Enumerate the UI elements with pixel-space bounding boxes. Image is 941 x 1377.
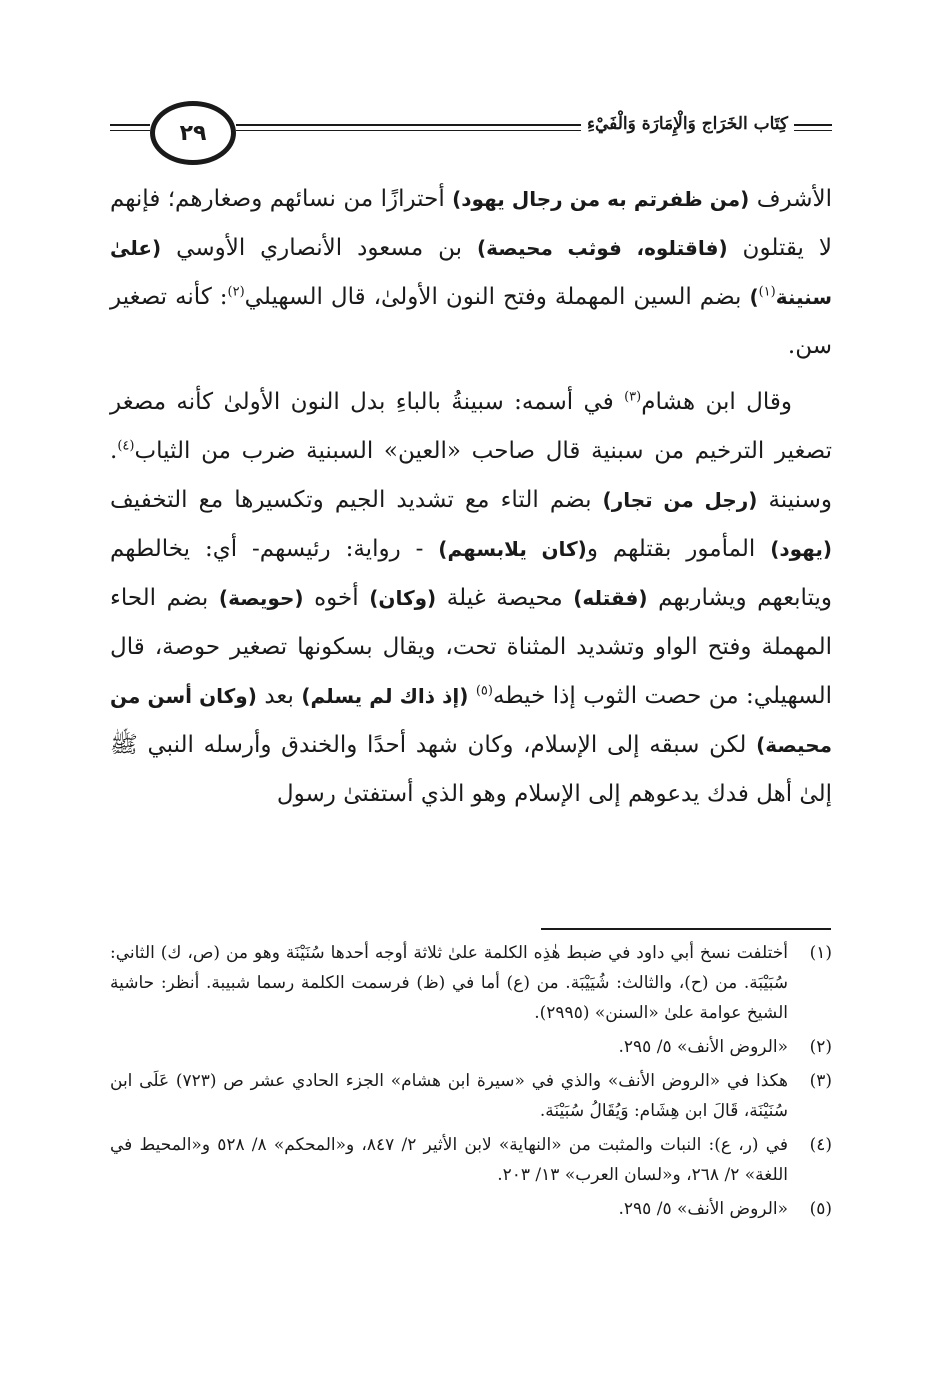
footnote-number: (١) xyxy=(809,943,832,963)
text-span: - رواية: رئيسهم- أي: يخالطهم ويتابعهم ويشاربهم xyxy=(110,536,833,611)
footnote-5 xyxy=(110,1194,832,1224)
footnotes xyxy=(110,938,832,1228)
footnote-text: «الروض الأنف» ٥/ ٢٩٥. xyxy=(618,1199,788,1219)
text-span: أحترازًا من نسائهم وصغارهم؛ فإنهم لا يقتلون xyxy=(110,186,832,261)
quoted-hadith-text: (من ظفرتم به من رجال يهود) xyxy=(452,187,750,211)
book-title: كِتَاب الخَرَاج وَالْإِمَارَة وَالْفَيْءِ xyxy=(581,114,794,134)
footnote-3 xyxy=(110,1066,832,1126)
text-span: أخوه xyxy=(303,585,370,611)
header-rule-left-top xyxy=(110,124,150,126)
footnote-4 xyxy=(110,1130,832,1190)
page-header xyxy=(110,96,832,176)
text-span: في أسمه: سبينةُ بالباءِ بدل النون الأولىٰ كأنه مصغر تصغير الترخيم من سبنية قال صاحب «العين» السبنية ضرب من الثياب xyxy=(110,389,832,464)
text-span xyxy=(468,683,475,709)
quoted-hadith-text: (وكان أسن من محيصة) xyxy=(110,684,832,757)
text-span: بضم الحاء المهملة وفتح الواو وتشديد المثناة تحت، ويقال بسكونها تصغير حوصة، قال السهيلي: من حصت الثوب إذا خيطه xyxy=(110,585,833,709)
text-span: بضم السين المهملة وفتح النون الأولىٰ، قال السهيلي xyxy=(244,284,750,310)
text-span: : كأنه تصغير سن. xyxy=(110,284,832,359)
quoted-hadith-text: (كان يلابسهم) xyxy=(438,537,587,561)
footnote-text: في (ر، ع): النبات والمثبت من «النهاية» لابن الأثير ٢/ ٨٤٧، و«المحكم» ٨/ ٥٢٨ و«المحيط في اللغة» ٢/ ٢٦٨، و«لسان العرب» ١٣/ ٢٠٣. xyxy=(110,1135,789,1185)
footnote-ref-4: (٤) xyxy=(117,438,135,454)
main-text xyxy=(110,175,832,819)
footnote-text: أختلفت نسخ أبي داود في ضبط هٰذِه الكلمة علىٰ ثلاثة أوجه أحدها سُنَيْنَة وهو من (ص، ك) الثاني: سُبَيْبَة. من (ح)، والثالث: شُيَيْبَة. من (ع) أما في (ظ) فرسمت الكلمة رسما شبيبة. أنظر: حاشية الشيخ عوامة علىٰ «السنن» (٢٩٩٥). xyxy=(110,943,788,1023)
footnote-ref-3: (٣) xyxy=(624,389,642,405)
quoted-hadith-text: (رجل من تجار) xyxy=(602,488,758,512)
text-span: وقال ابن هشام xyxy=(641,389,792,415)
text-span: لكن سبقه إلى الإسلام، وكان شهد أحدًا والخندق وأرسله النبي ﷺ إلىٰ أهل فدك يدعوهم إلى الإسلام وهو الذي أستفتىٰ رسول xyxy=(110,732,832,807)
footnote-divider xyxy=(541,928,831,930)
text-span: بن مسعود الأنصاري الأوسي xyxy=(161,235,477,261)
text-span: بعد xyxy=(256,683,302,709)
quoted-hadith-text: (علىٰ سنينة xyxy=(110,236,833,309)
footnote-number: (٥) xyxy=(809,1199,832,1219)
footnote-text: «الروض الأنف» ٥/ ٢٩٥. xyxy=(618,1037,788,1057)
quoted-hadith-text: (حويصة) xyxy=(218,586,304,610)
quoted-hadith-text: (إذ ذاك لم يسلم) xyxy=(301,684,469,708)
header-rule-left-bottom xyxy=(110,130,150,131)
footnote-number: (٣) xyxy=(809,1071,832,1091)
quoted-hadith-text: (يهود) xyxy=(770,537,832,561)
footnote-ref-1: (١) xyxy=(758,284,776,300)
footnote-ref-2: (٢) xyxy=(227,284,245,300)
text-span: المأمور بقتلهم و xyxy=(586,536,771,562)
footnote-1 xyxy=(110,938,832,1028)
footnote-number: (٤) xyxy=(809,1135,832,1155)
quoted-hadith-text: (وكان) xyxy=(369,586,437,610)
paragraph-1 xyxy=(110,175,832,371)
footnote-ref-5: (٥) xyxy=(475,683,493,699)
footnote-2 xyxy=(110,1032,832,1062)
text-span: . وسنينة xyxy=(110,438,832,513)
quoted-hadith-text: (فاقتلوه، فوثب محيصة) xyxy=(477,236,728,260)
text-span: محيصة غيلة xyxy=(436,585,574,611)
text-span: الأشرف xyxy=(749,186,833,212)
page-number: ٢٩ xyxy=(150,101,236,165)
text-span: بضم التاء مع تشديد الجيم وتكسيرها مع التخفيف xyxy=(110,487,603,513)
footnote-number: (٢) xyxy=(809,1037,832,1057)
footnote-text: هكذا في «الروض الأنف» والذي في «سيرة ابن هشام» الجزء الحادي عشر ص (٧٢٣) عَلَى ابن سُنَيْنَة، قَالَ ابن هِشَام: وَيُقَالُ سُبَيْنَة. xyxy=(110,1071,788,1121)
quoted-hadith-text: (فقتله) xyxy=(573,586,648,610)
quoted-hadith-text: ) xyxy=(749,285,759,309)
paragraph-2 xyxy=(110,378,832,819)
